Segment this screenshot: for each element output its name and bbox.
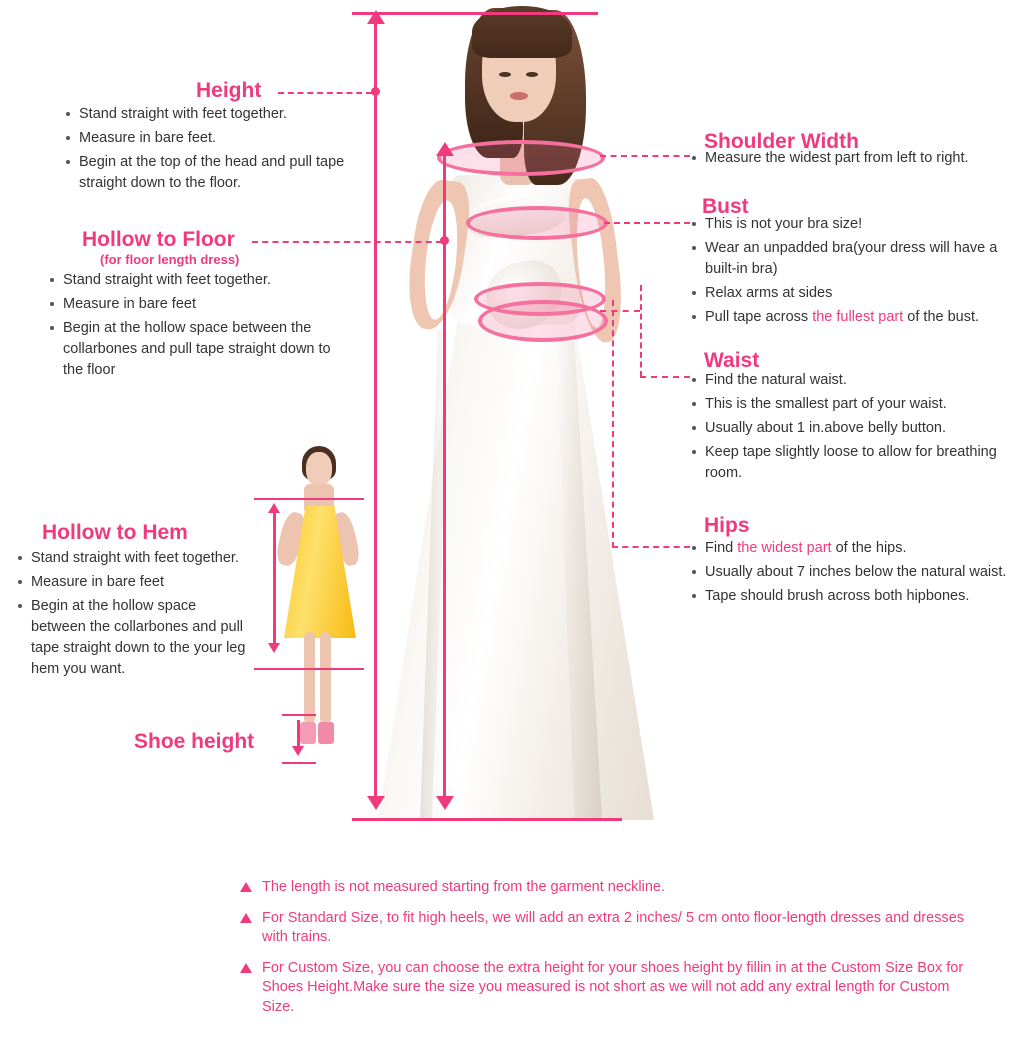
hips-widest-part-highlight: the widest part	[737, 540, 832, 556]
hollow-to-hem-top-cap	[254, 498, 364, 500]
list-item: Relax arms at sides	[690, 283, 1010, 304]
hips-band	[478, 300, 608, 342]
list-item: Begin at the hollow space between the collarbones and pull tape straight down to the your leg hem you want.	[16, 596, 246, 680]
waist-connector-h1	[600, 310, 640, 312]
model-lips	[510, 92, 528, 100]
hollow-to-floor-subheading: (for floor length dress)	[100, 252, 240, 267]
small-model-right-leg	[320, 632, 331, 724]
hips-connector-v	[612, 300, 614, 548]
list-item: Usually about 1 in.above belly button.	[690, 418, 1010, 439]
triangle-icon	[240, 913, 252, 923]
height-bottom-cap	[352, 818, 622, 821]
bust-heading: Bust	[702, 195, 749, 218]
list-item: Keep tape slightly loose to allow for breathing room.	[690, 442, 1010, 484]
model-eye-right	[526, 72, 538, 77]
height-arrow-down	[367, 796, 385, 810]
hollow-to-hem-line	[273, 512, 276, 647]
hips-find-post: of the hips.	[831, 540, 907, 556]
list-item: Find the natural waist.	[690, 370, 1010, 391]
hollow-to-hem-arrow-up	[268, 503, 280, 513]
model-figure-small	[266, 440, 376, 780]
hollow-to-floor-heading: Hollow to Floor	[82, 228, 235, 251]
list-item: Measure in bare feet	[48, 294, 348, 315]
list-item: Begin at the hollow space between the collarbones and pull tape straight down to the floor	[48, 318, 348, 381]
list-item: Measure in bare feet.	[64, 128, 364, 149]
footnote-text: The length is not measured starting from the garment neckline.	[262, 879, 665, 895]
shoe-height-top-cap	[282, 714, 316, 716]
list-item: Stand straight with feet together.	[48, 270, 348, 291]
hollow-to-floor-line	[443, 152, 446, 802]
list-item: This is the smallest part of your waist.	[690, 394, 1010, 415]
bust-fullest-part-highlight: the fullest part	[812, 309, 904, 326]
list-item: Wear an unpadded bra(your dress will have a built-in bra)	[690, 238, 1010, 280]
height-heading: Height	[196, 79, 262, 102]
hollow-to-hem-arrow-down	[268, 643, 280, 653]
hips-connector-h	[612, 546, 690, 548]
hollow-to-hem-bullets	[16, 548, 246, 683]
small-model-right-shoe	[318, 722, 334, 744]
list-item: Begin at the top of the head and pull tape straight down to the floor.	[64, 152, 364, 194]
footnote-3	[240, 959, 980, 1018]
height-connector	[278, 92, 372, 94]
hips-heading: Hips	[704, 514, 750, 537]
triangle-icon	[240, 882, 252, 892]
model-figure-main	[360, 0, 670, 825]
hollow-to-floor-arrow-up	[436, 142, 454, 156]
list-item: Usually about 7 inches below the natural waist.	[690, 562, 1010, 583]
small-model-head	[306, 452, 332, 486]
hollow-to-floor-bullets	[48, 270, 348, 384]
list-item: This is not your bra size!	[690, 214, 1010, 235]
bust-band	[466, 206, 608, 240]
footnote-1	[240, 878, 980, 898]
shoe-height-bottom-cap	[282, 762, 316, 764]
triangle-icon	[240, 963, 252, 973]
hollow-to-floor-connector	[252, 241, 442, 243]
shoulder-width-bullets	[690, 148, 1015, 172]
small-model-left-leg	[304, 632, 315, 724]
list-item-hips-widest	[690, 538, 1010, 559]
shoulder-width-heading: Shoulder Width	[704, 130, 859, 153]
footnote-text: For Custom Size, you can choose the extra height for your shoes height by fillin in at the Custom Size Box for Shoes Height.Make sure the size you measured is not short as we will not add any extral length for Custom Size.	[262, 959, 964, 1015]
footnotes	[240, 878, 980, 1028]
waist-heading: Waist	[704, 349, 760, 372]
hollow-to-floor-arrow-down	[436, 796, 454, 810]
height-bullets	[64, 104, 364, 197]
height-top-cap	[352, 12, 598, 15]
waist-connector-h2	[640, 376, 690, 378]
shoe-height-arrow-down	[292, 746, 304, 756]
waist-bullets	[690, 370, 1010, 487]
hips-find-pre: Find	[705, 540, 738, 556]
model-eye-left	[499, 72, 511, 77]
list-item: Tape should brush across both hipbones.	[690, 586, 1010, 607]
shoe-height-heading: Shoe height	[134, 730, 255, 753]
list-item: Stand straight with feet together.	[16, 548, 246, 569]
list-item-bust-fullest	[690, 307, 1010, 328]
bust-bullets	[690, 214, 1010, 331]
bust-pull-tape-post: of the bust.	[903, 309, 980, 326]
height-arrow-up	[367, 10, 385, 24]
list-item: Stand straight with feet together.	[64, 104, 364, 125]
height-label-dot	[371, 87, 380, 96]
shoulder-band	[437, 140, 605, 176]
hollow-to-hem-heading: Hollow to Hem	[42, 521, 188, 544]
bust-connector	[604, 222, 690, 224]
waist-connector-v	[640, 285, 642, 377]
hips-bullets	[690, 538, 1010, 610]
hollow-to-hem-bottom-cap	[254, 668, 364, 670]
list-item: Measure in bare feet	[16, 572, 246, 593]
list-item: Measure the widest part from left to right.	[690, 148, 1015, 169]
footnote-text: For Standard Size, to fit high heels, we will add an extra 2 inches/ 5 cm onto floor-length dresses and dresses with trains.	[262, 909, 965, 946]
footnote-2	[240, 909, 980, 948]
bust-pull-tape-pre: Pull tape across	[705, 309, 813, 326]
height-measure-line	[374, 22, 377, 802]
small-model-left-shoe	[300, 722, 316, 744]
shoulder-connector	[600, 155, 690, 157]
